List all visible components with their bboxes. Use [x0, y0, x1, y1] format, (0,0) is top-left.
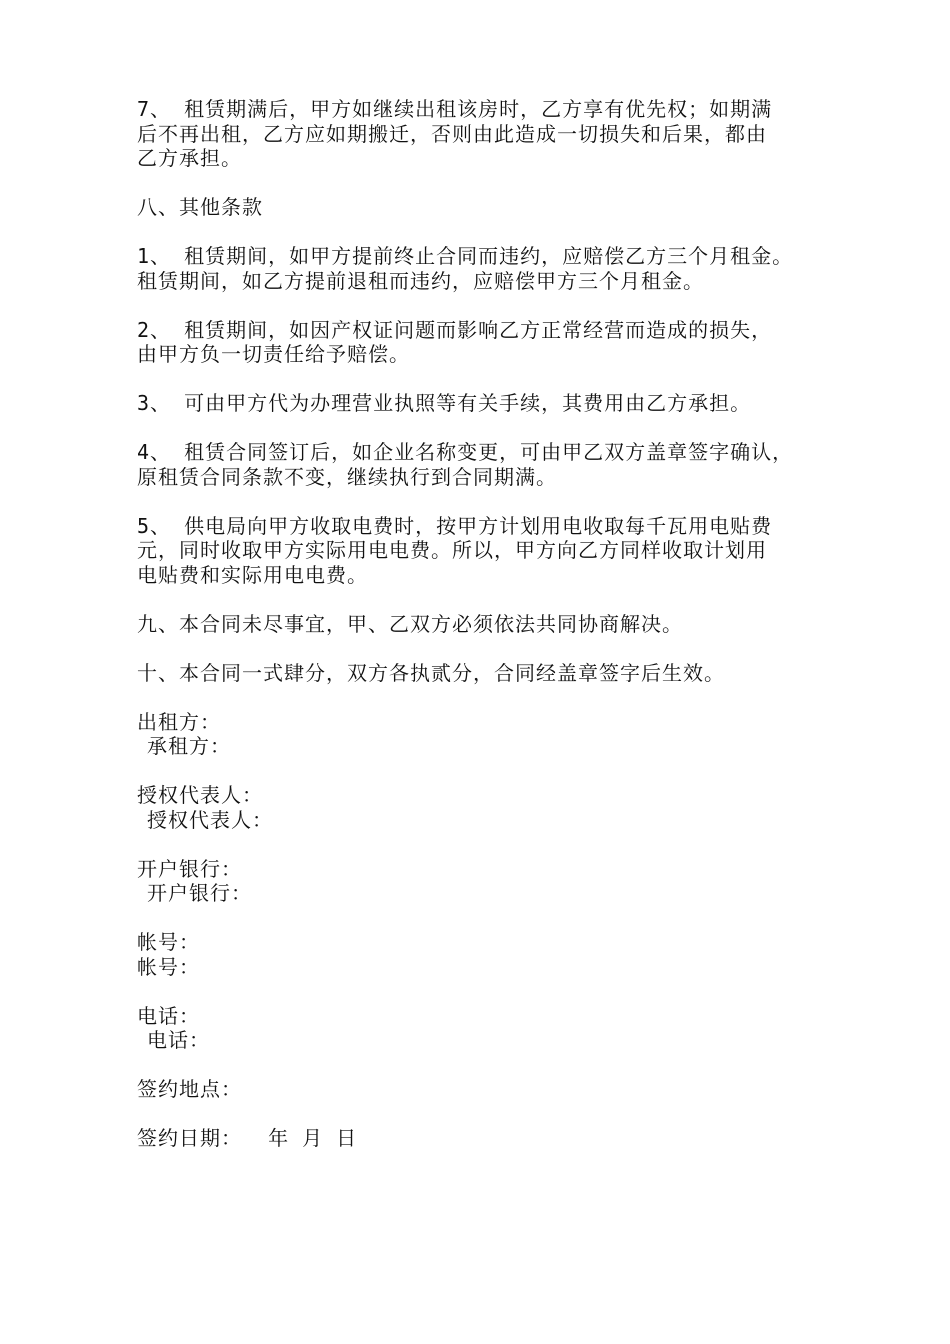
lessee-bank-label: 开户银行：	[147, 881, 252, 905]
lessee-phone-label: 电话：	[147, 1028, 210, 1052]
section-8-item-1-line-1: 1、 租赁期间，如甲方提前终止合同而违约，应赔偿乙方三个月租金。	[137, 244, 794, 268]
lessee-label: 承租方：	[147, 734, 231, 758]
section-8-heading: 八、其他条款	[137, 195, 263, 219]
lessor-bank-label: 开户银行：	[137, 856, 242, 881]
section-9: 九、本合同未尽事宜，甲、乙双方必须依法共同协商解决。	[137, 611, 683, 636]
lessor-rep-label: 授权代表人：	[137, 783, 263, 807]
clause-7-line-1: 7、 租赁期满后，甲方如继续出租该房时，乙方享有优先权；如期满	[137, 97, 773, 121]
section-8-item-3-line-1: 3、 可由甲方代为办理营业执照等有关手续，其费用由乙方承担。	[137, 391, 752, 415]
signing-date-label: 签约日期： 年 月 日	[137, 1126, 358, 1150]
lessee-account-label: 帐号：	[137, 954, 200, 979]
section-8-item-5-line-3: 电贴费和实际用电电费。	[137, 562, 368, 587]
lessor-label: 出租方：	[137, 709, 221, 734]
section-8-item-4-line-1: 4、 租赁合同签订后，如企业名称变更，可由甲乙双方盖章签字确认，	[137, 440, 794, 464]
lessor-account-label: 帐号：	[137, 930, 200, 954]
section-8-item-5-line-1: 5、 供电局向甲方收取电费时，按甲方计划用电收取每千瓦用电贴费	[137, 513, 773, 538]
section-8-item-2-line-2: 由甲方负一切责任给予赔偿。	[137, 342, 410, 366]
signing-place-label: 签约地点：	[137, 1077, 242, 1101]
lessee-rep-label: 授权代表人：	[147, 807, 273, 832]
document-page	[137, 97, 837, 1151]
clause-7-line-3: 乙方承担。	[137, 146, 242, 170]
section-8-item-4-line-2: 原租赁合同条款不变，继续执行到合同期满。	[137, 464, 557, 489]
section-8-item-5-line-2: 元，同时收取甲方实际用电电费。所以，甲方向乙方同样收取计划用	[137, 538, 767, 562]
section-8-item-1-line-2: 租赁期间，如乙方提前退租而违约，应赔偿甲方三个月租金。	[137, 268, 704, 293]
clause-7-line-2: 后不再出租，乙方应如期搬迁，否则由此造成一切损失和后果，都由	[137, 121, 767, 146]
section-10: 十、本合同一式肆分，双方各执贰分，合同经盖章签字后生效。	[137, 660, 725, 685]
lessor-phone-label: 电话：	[137, 1003, 200, 1028]
section-8-item-2-line-1: 2、 租赁期间，如因产权证问题而影响乙方正常经营而造成的损失，	[137, 317, 773, 342]
